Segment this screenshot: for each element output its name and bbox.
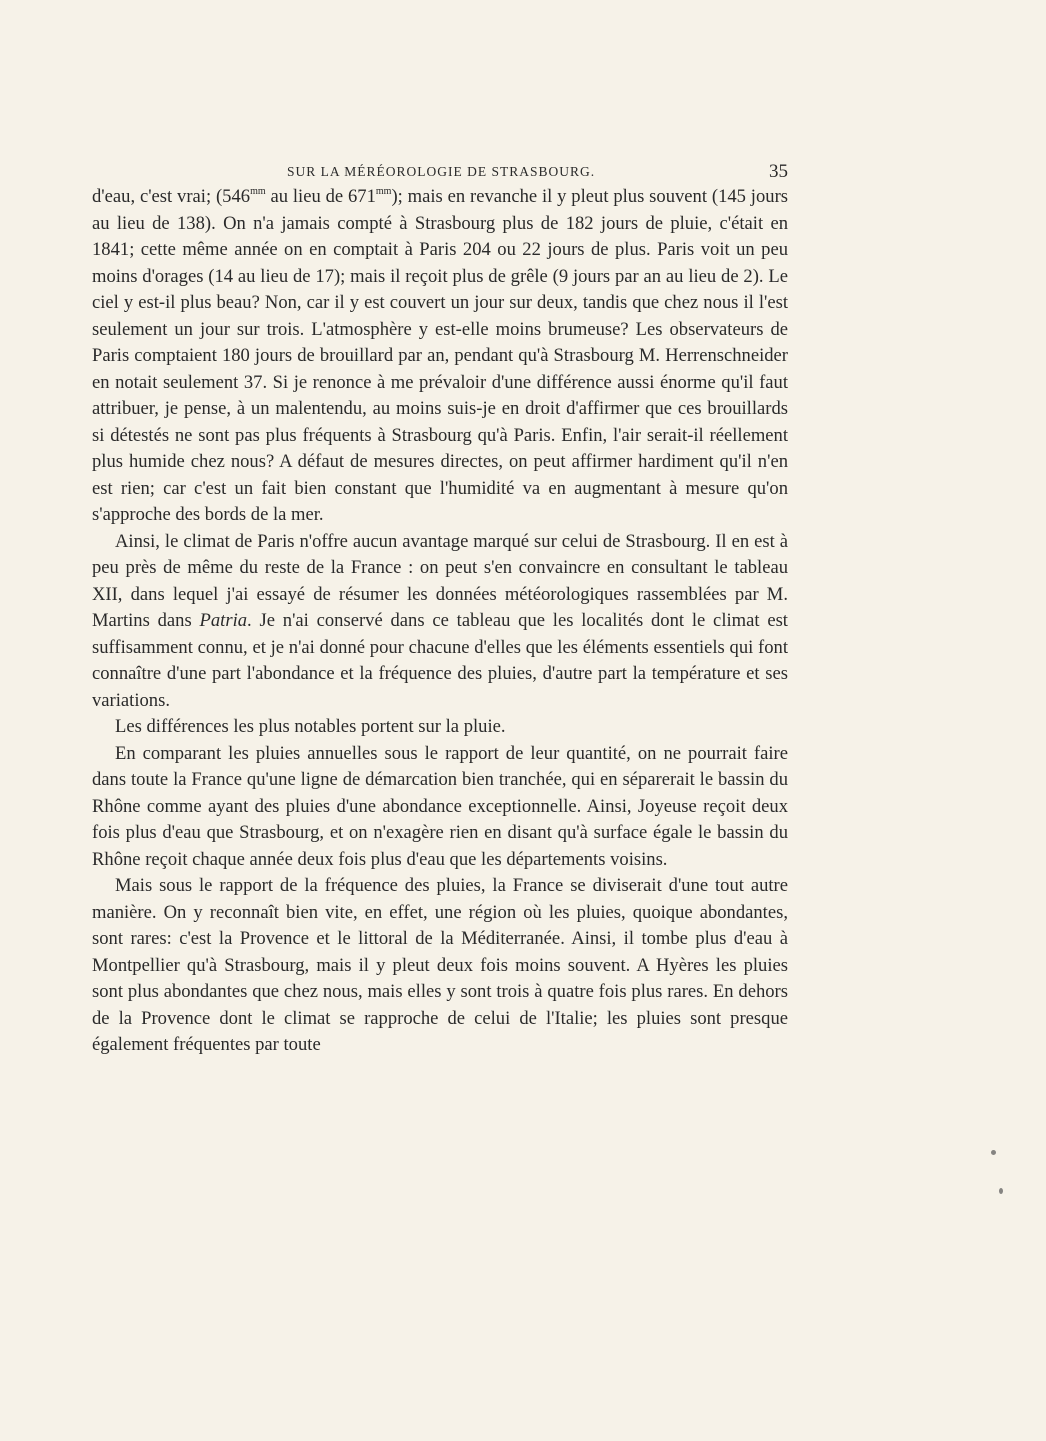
text-segment: d'eau, c'est vrai; (546 bbox=[92, 186, 251, 207]
body-text bbox=[92, 184, 788, 1059]
text-segment: au lieu de 671 bbox=[265, 186, 376, 207]
page-speck bbox=[999, 1188, 1003, 1194]
text-segment: Les différences les plus notables portent sur la pluie. bbox=[115, 716, 506, 737]
paragraph bbox=[92, 184, 788, 529]
text-segment: Ainsi, le climat de Paris n'offre aucun avantage marqué sur celui de Strasbourg. Il en est à peu près de même du reste de la France : on peut s'en convaincre en consultant le tableau XII, dans lequel j'ai essayé de résumer les données météorologiques rassemblées par M. Martins dans bbox=[92, 530, 788, 631]
page-number: 35 bbox=[769, 161, 788, 182]
paragraph bbox=[92, 741, 788, 874]
unit-superscript: mm bbox=[250, 185, 266, 197]
unit-superscript: mm bbox=[375, 185, 392, 197]
running-title: SUR LA MÉRÉOROLOGIE DE STRASBOURG. bbox=[287, 164, 596, 179]
paragraph bbox=[92, 873, 788, 1059]
paragraph bbox=[92, 529, 788, 715]
page-speck bbox=[991, 1150, 996, 1155]
italic-title: Patria bbox=[199, 610, 248, 631]
text-segment: ); mais en revanche il y pleut plus souvent (145 jours au lieu de 138). On n'a jamais compté à Strasbourg plus de 182 jours de pluie, c'était en 1841; cette même année on en comptait à Paris 204 ou 22 jours de plus. Paris voit un peu moins d'orages (14 au lieu de 17); mais il reçoit plus de grêle (9 jours par an au lieu de 2). Le ciel y est-il plus beau? Non, car il y est couvert un jour sur deux, tandis que chez nous il l'est seulement un jour sur trois. L'atmosphère y est-elle moins brumeuse? Les observateurs de Paris comptaient 180 jours de brouillard par an, pendant qu'à Strasbourg M. Herrenschneider en notait seulement 37. Si je renonce à me prévaloir d'une différence aussi énorme qu'il faut attribuer, je pense, à un malentendu, au moins suis-je en droit d'affirmer que ces brouillards si détestés ne sont pas plus fréquents à Strasbourg qu'à Paris. Enfin, l'air serait-il réellement plus humide chez nous? A défaut de mesures directes, on peut affirmer hardiment qu'il n'en est rien; car c'est un fait bien constant que l'humidité va en augmentant à mesure qu'on s'approche des bords de la mer. bbox=[92, 186, 788, 525]
running-head bbox=[92, 160, 788, 184]
paragraph bbox=[92, 714, 788, 741]
text-segment: . Je n'ai conservé dans ce tableau que les localités dont le climat est suffisamment connu, et je n'ai donné pour chacune d'elles que les éléments essentiels qui font connaître d'une part l'abondance et la fréquence des pluies, d'autre part la température et ses variations. bbox=[92, 610, 788, 711]
text-segment: En comparant les pluies annuelles sous le rapport de leur quantité, on ne pourrait faire dans toute la France qu'une ligne de démarcation bien tranchée, qui en séparerait le bassin du Rhône comme ayant des pluies d'une abondance exceptionnelle. Ainsi, Joyeuse reçoit deux fois plus d'eau que Strasbourg, et on n'exagère rien en disant qu'à surface égale le bassin du Rhône reçoit chaque année deux fois plus d'eau que les départements voisins. bbox=[92, 742, 788, 870]
text-segment: Mais sous le rapport de la fréquence des pluies, la France se diviserait d'une tout autre manière. On y reconnaît bien vite, en effet, une région où les pluies, quoique abondantes, sont rares: c'est la Provence et le littoral de la Méditerranée. Ainsi, il tombe plus d'eau à Montpellier qu'à Strasbourg, mais il y pleut deux fois moins souvent. A Hyères les pluies sont plus abondantes que chez nous, mais elles y sont trois à quatre fois plus rares. En dehors de la Provence dont le climat se rapproche de celui de l'Italie; les pluies sont presque également fréquentes par toute bbox=[92, 875, 788, 1055]
